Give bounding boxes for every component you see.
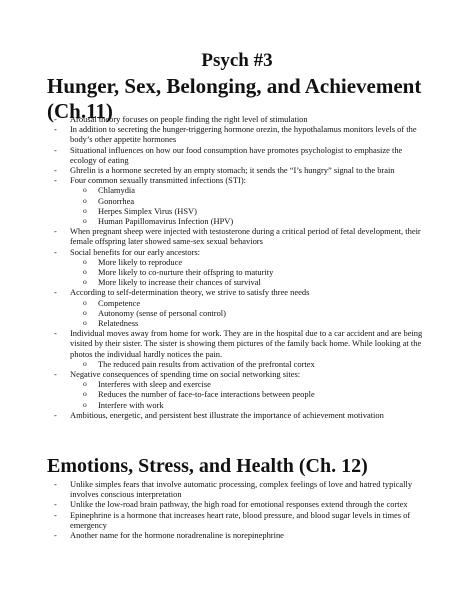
list-item-text: Situational influences on how our food consumption have promotes psychologist to emphasize the ecology of eating <box>70 144 403 165</box>
notes-list-ch12 <box>47 479 427 540</box>
list-item <box>47 328 427 369</box>
list-item-text: In addition to secreting the hunger-triggering hormone orezin, the hypothalamus monitors levels of the body’s other appetite hormones <box>70 124 417 145</box>
list-item-text: Ghrelin is a hormone secreted by an empty stomach; it sends the “I’s hungry” signal to the brain <box>70 165 395 176</box>
sub-list-item: o Human Papillomavirus Infection (HPV) <box>70 216 427 226</box>
section-heading-ch12: Emotions, Stress, and Health (Ch. 12) <box>47 455 368 477</box>
list-item <box>47 479 427 499</box>
sub-list-item: o Chlamydia <box>70 185 427 195</box>
list-item <box>47 247 427 288</box>
sub-list <box>70 359 427 369</box>
sub-list-item: o Interfere with work <box>70 400 427 410</box>
sub-list-item: o Reduces the number of face-to-face interactions between people <box>70 389 427 399</box>
list-item-text: According to self-determination theory, we strive to satisfy three needs <box>70 287 310 298</box>
sub-list-item: o Relatedness <box>70 318 427 328</box>
list-item-text: Four common sexually transmitted infections (STI): <box>70 175 246 186</box>
list-item-text: Epinephrine is a hormone that increases heart rate, blood pressure, and blood sugar levels in times of emergency <box>70 509 411 530</box>
list-item-text: Negative consequences of spending time on social networking sites: <box>70 369 301 380</box>
list-item-text: Individual moves away from home for work. They are in the hospital due to a car accident and are being visited by their sister. The sister is showing them pictures of the family back home. While looking at the photos the individual hardly notices the pain. <box>70 328 423 359</box>
list-item-text: Ambitious, energetic, and persistent best illustrate the importance of achievement motivation <box>70 409 384 420</box>
list-item-text: When pregnant sheep were injected with testosterone during a critical period of fetal development, their female offspring later showed same-sex sexual behaviors <box>70 226 421 247</box>
sub-list <box>70 379 427 410</box>
list-item <box>47 530 427 540</box>
sub-list-item: o More likely to increase their chances of survival <box>70 277 427 287</box>
list-item <box>47 510 427 530</box>
sub-list-item: o More likely to co-nurture their offspring to maturity <box>70 267 427 277</box>
list-item <box>47 369 427 410</box>
list-item <box>47 175 427 226</box>
list-item <box>47 114 427 124</box>
list-item <box>47 226 427 246</box>
sub-list-item: o Herpes Simplex Virus (HSV) <box>70 206 427 216</box>
sub-list <box>70 298 427 329</box>
sub-list-item: o Gonorrhea <box>70 196 427 206</box>
sub-list-item: o More likely to reproduce <box>70 257 427 267</box>
sub-list <box>70 257 427 288</box>
list-item-text: Unlike the low-road brain pathway, the high road for emotional responses extend through the cortex <box>70 499 408 510</box>
list-item <box>47 145 427 165</box>
list-item <box>47 410 427 420</box>
page-title: Psych #3 <box>201 50 273 71</box>
list-item <box>47 499 427 509</box>
list-item <box>47 287 427 328</box>
sub-list-item: o Autonomy (sense of personal control) <box>70 308 427 318</box>
list-item-text: Another name for the hormone noradrenaline is norepinephrine <box>70 530 284 541</box>
list-item-text: Arousal theory focuses on people finding the right level of stimulation <box>70 114 308 124</box>
section-heading-ch11: Hunger, Sex, Belonging, and Achievement (Ch.11) <box>47 74 422 123</box>
sub-list-item: o The reduced pain results from activation of the prefrontal cortex <box>70 359 427 369</box>
list-item <box>47 165 427 175</box>
list-item-text: Unlike simples fears that involve automatic processing, complex feelings of love and hatred typically involves conscious interpretation <box>70 479 413 500</box>
sub-list-item: o Interferes with sleep and exercise <box>70 379 427 389</box>
notes-list-ch11 <box>47 114 427 420</box>
sub-list-item: o Competence <box>70 298 427 308</box>
list-item <box>47 124 427 144</box>
list-item-text: Social benefits for our early ancestors: <box>70 246 201 257</box>
sub-list <box>70 185 427 226</box>
